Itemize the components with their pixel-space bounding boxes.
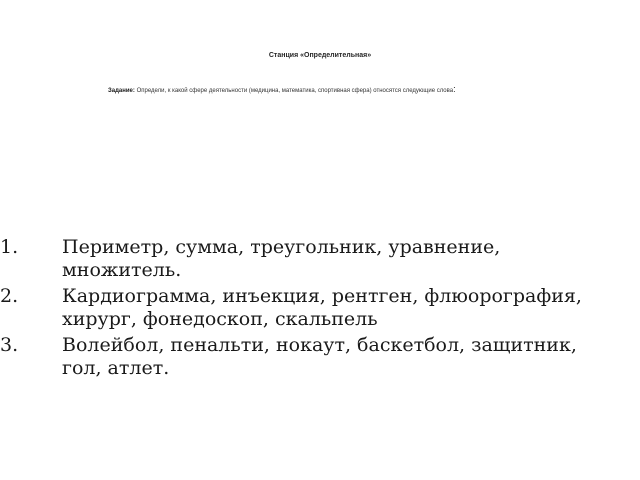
list-item (0, 285, 620, 331)
slide-title: Станция «Определительная» (268, 52, 372, 59)
task-instruction (108, 84, 638, 94)
list-item (0, 236, 620, 282)
word-groups-list (0, 236, 620, 383)
list-item-text: Кардиограмма, инъекция, рентген, флюорография, хирург, фонедоскоп, скальпель (62, 285, 582, 330)
task-text-tail: : (453, 84, 456, 94)
task-label: Задание: (108, 88, 135, 94)
list-item (0, 334, 620, 380)
list-item-number: 3. (0, 334, 19, 356)
task-text: Определи, к какой сфере деятельности (медицина, математика, спортивная сфера) относятся следующие слова (136, 88, 454, 94)
list-item-number: 2. (0, 285, 19, 307)
list-item-number: 1. (0, 236, 19, 258)
list-item-text: Волейбол, пенальти, нокаут, баскетбол, защитник, гол, атлет. (62, 334, 577, 379)
list-item-text: Периметр, сумма, треугольник, уравнение, множитель. (62, 236, 501, 281)
